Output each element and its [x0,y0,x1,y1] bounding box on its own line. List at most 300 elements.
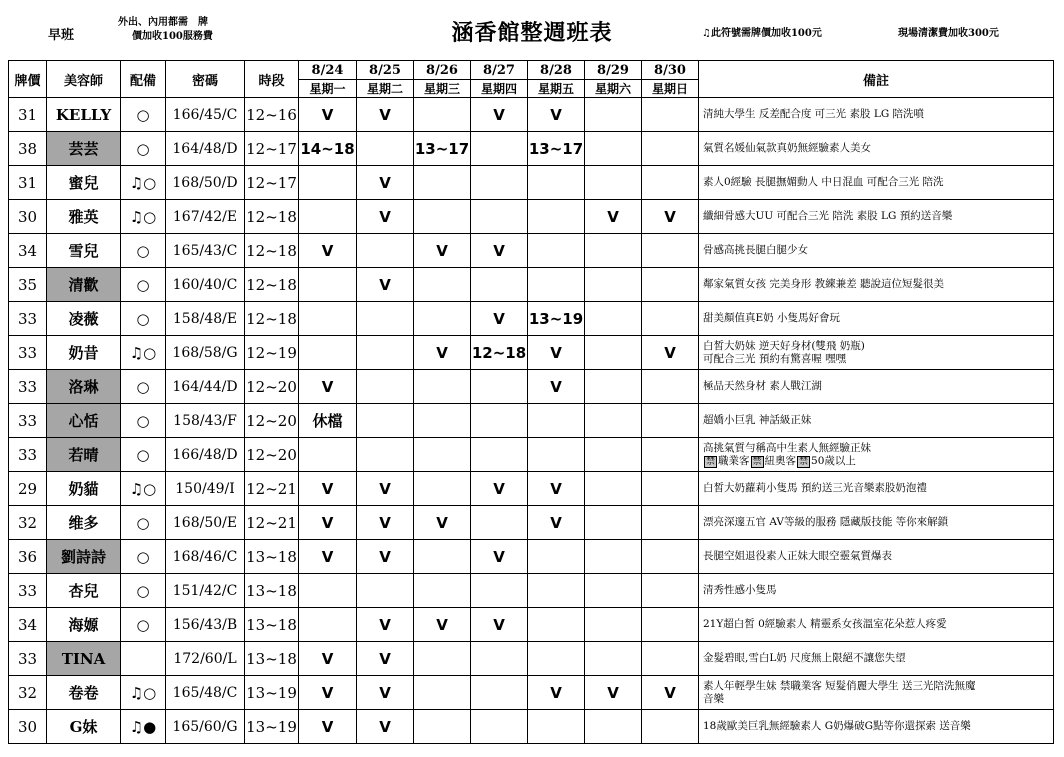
time-cell: 12~18 [245,234,299,268]
ban-text: 職業客 [718,454,750,467]
day-cell [471,132,528,166]
beautician-name: 杏兒 [47,574,121,608]
remarks-text: 漂亮深邃五官 AV等級的服務 隱藏版技能 等你來解鎖 [703,516,949,528]
col-date: 8/27 [471,61,528,80]
beautician-name: 奶昔 [47,336,121,370]
time-cell: 12~21 [245,472,299,506]
code-cell: 156/43/B [166,608,245,642]
col-equip: 配備 [121,61,166,98]
day-cell [299,302,357,336]
code-cell: 172/60/L [166,642,245,676]
table-row [9,98,1054,132]
day-cell [471,404,528,438]
equip-cell: ○ [121,540,166,574]
time-cell: 12~20 [245,370,299,404]
code-cell: 151/42/C [166,574,245,608]
equip-cell: ♫○ [121,166,166,200]
day-cell [414,302,471,336]
day-cell: 13~17 [414,132,471,166]
day-cell [414,642,471,676]
col-weekday: 星期六 [585,80,642,98]
day-cell: V [299,472,357,506]
day-cell [585,574,642,608]
day-cell [585,472,642,506]
remarks-text-line2: 可配合三光 預約有驚喜喔 嘿嘿 [703,352,847,365]
day-cell: V [357,540,414,574]
day-cell: V [414,234,471,268]
remarks-text: 骨感高挑長腿白腿少女 [703,244,808,256]
col-date: 8/28 [528,61,585,80]
day-cell [357,302,414,336]
ban-badge: 禁 [752,456,762,467]
day-cell [642,608,699,642]
col-weekday: 星期一 [299,80,357,98]
day-cell [642,234,699,268]
day-cell [585,234,642,268]
equip-cell: ○ [121,608,166,642]
price-cell: 32 [9,506,47,540]
day-cell: V [471,98,528,132]
equip-cell: ○ [121,132,166,166]
beautician-name: 若晴 [47,438,121,472]
beautician-name: 心恬 [47,404,121,438]
day-cell: V [414,608,471,642]
table-row [9,370,1054,404]
remarks-cell [699,370,1054,404]
day-cell: V [357,98,414,132]
day-cell: V [585,676,642,710]
code-cell: 168/58/G [166,336,245,370]
day-cell: 14~18 [299,132,357,166]
day-cell: V [528,370,585,404]
ban-badge: 禁 [799,456,809,467]
time-cell: 13~18 [245,574,299,608]
time-cell: 12~18 [245,200,299,234]
day-cell [471,574,528,608]
day-cell [642,472,699,506]
page-title: 涵香館整週班表 [451,20,613,46]
remarks-cell [699,234,1054,268]
col-date: 8/24 [299,61,357,80]
day-cell [471,370,528,404]
code-cell: 164/48/D [166,132,245,166]
day-cell [585,302,642,336]
time-cell: 12~18 [245,302,299,336]
day-cell [299,268,357,302]
beautician-name: 海嫄 [47,608,121,642]
price-cell: 33 [9,642,47,676]
remarks-cell [699,676,1054,710]
remarks-cell [699,404,1054,438]
day-cell [471,166,528,200]
col-weekday: 星期二 [357,80,414,98]
col-price: 牌價 [9,61,47,98]
day-cell: V [471,234,528,268]
day-cell [528,540,585,574]
day-cell [642,710,699,744]
price-cell: 32 [9,676,47,710]
remarks-text: 高挑氣質勻稱高中生素人無經驗正妹 [703,441,871,454]
day-cell [642,370,699,404]
ban-badge: 禁 [706,456,716,467]
time-cell: 12~20 [245,404,299,438]
remarks-text: 清秀性感小隻馬 [703,584,777,596]
equip-cell: ♫○ [121,472,166,506]
day-cell [357,574,414,608]
equip-cell: ○ [121,302,166,336]
table-row [9,438,1054,472]
remarks-cell [699,268,1054,302]
table-row [9,132,1054,166]
price-cell: 33 [9,370,47,404]
beautician-name: KELLY [47,98,121,132]
remarks-text: 纖細骨感大UU 可配合三光 陪洗 素股 LG 預約送音樂 [703,210,953,222]
day-cell [585,98,642,132]
table-row [9,404,1054,438]
day-cell [528,642,585,676]
day-cell: V [299,98,357,132]
day-cell [642,574,699,608]
remarks-cell [699,710,1054,744]
day-cell: V [471,540,528,574]
ban-text: 50歲以上 [811,454,856,467]
table-row [9,540,1054,574]
day-cell: V [357,166,414,200]
day-cell: V [357,506,414,540]
day-cell [414,200,471,234]
remarks-text: 清純大學生 反差配合度 可三光 素股 LG 陪洗噴 [703,108,925,120]
remarks-text: 素人年輕學生妹 禁職業客 短髮俏麗大學生 送三光陪洗無魔 [703,679,976,692]
day-cell: V [528,336,585,370]
day-cell [585,404,642,438]
equip-cell: ○ [121,438,166,472]
day-cell: V [528,506,585,540]
table-row [9,472,1054,506]
day-cell [414,710,471,744]
remarks-cell [699,642,1054,676]
time-cell: 12~20 [245,438,299,472]
day-cell [414,98,471,132]
day-cell: V [357,710,414,744]
day-cell [357,370,414,404]
col-weekday: 星期三 [414,80,471,98]
day-cell: 休檔 [299,404,357,438]
page-header [0,0,1064,60]
code-cell: 164/44/D [166,370,245,404]
equip-cell: ♫○ [121,200,166,234]
day-cell: V [642,336,699,370]
day-cell [528,268,585,302]
price-cell: 33 [9,302,47,336]
symbol-surcharge-note: ♫此符號需牌價加收100元 [702,28,822,39]
code-cell: 166/48/D [166,438,245,472]
remarks-cell [699,98,1054,132]
day-cell: V [357,676,414,710]
day-cell: 12~18 [471,336,528,370]
col-date: 8/29 [585,61,642,80]
day-cell: V [471,472,528,506]
day-cell [642,506,699,540]
day-cell [414,268,471,302]
beautician-name: 蜜兒 [47,166,121,200]
day-cell [299,166,357,200]
day-cell [585,132,642,166]
time-cell: 13~18 [245,608,299,642]
price-cell: 35 [9,268,47,302]
time-cell: 12~16 [245,98,299,132]
cleaning-fee-note: 現場清潔費加收300元 [898,28,999,39]
remarks-text: 甜美顏值真E奶 小隻馬好會玩 [703,312,841,324]
day-cell [299,200,357,234]
weekly-schedule-table [8,60,1054,744]
code-cell: 168/46/C [166,540,245,574]
service-fee-note: 外出、內用都需 牌 價加收100服務費 [118,17,213,42]
beautician-name: 维多 [47,506,121,540]
col-time: 時段 [245,61,299,98]
col-remarks: 備註 [699,61,1054,98]
day-cell [299,438,357,472]
day-cell [642,98,699,132]
code-cell: 158/43/F [166,404,245,438]
day-cell: V [299,234,357,268]
price-cell: 29 [9,472,47,506]
remarks-cell [699,574,1054,608]
day-cell [642,132,699,166]
day-cell [585,438,642,472]
day-cell [414,574,471,608]
code-cell: 165/43/C [166,234,245,268]
code-cell: 150/49/I [166,472,245,506]
col-code: 密碼 [166,61,245,98]
day-cell: V [299,710,357,744]
day-cell [299,336,357,370]
table-row [9,200,1054,234]
day-cell: V [357,472,414,506]
shift-label: 早班 [48,28,75,43]
day-cell [299,574,357,608]
day-cell [471,642,528,676]
day-cell: V [642,200,699,234]
beautician-name: TINA [47,642,121,676]
table-row [9,574,1054,608]
price-cell: 33 [9,438,47,472]
day-cell [642,404,699,438]
day-cell [357,132,414,166]
day-cell [299,608,357,642]
beautician-name: G妹 [47,710,121,744]
time-cell: 13~18 [245,540,299,574]
day-cell [585,608,642,642]
remarks-text: 白皙大奶妹 逆天好身材(雙飛 奶瓶) [703,339,865,352]
day-cell [471,676,528,710]
remarks-text: 鄰家氣質女孩 完美身形 教練兼差 聽說這位短髮很美 [703,278,945,290]
price-cell: 30 [9,200,47,234]
time-cell: 13~19 [245,676,299,710]
remarks-text: 金髮碧眼,雪白L奶 尺度無上限絕不讓您失望 [703,652,906,664]
day-cell [414,540,471,574]
beautician-name: 洛琳 [47,370,121,404]
time-cell: 12~21 [245,506,299,540]
equip-cell: ○ [121,268,166,302]
remarks-cell [699,132,1054,166]
day-cell [642,302,699,336]
day-cell [357,438,414,472]
price-cell: 33 [9,336,47,370]
price-cell: 30 [9,710,47,744]
remarks-text: 18歲歐美巨乳無經驗素人 G奶爆破G點等你還探索 送音樂 [703,720,971,732]
day-cell [585,370,642,404]
remarks-cell [699,166,1054,200]
remarks-cell [699,472,1054,506]
time-cell: 12~17 [245,132,299,166]
day-cell: V [299,506,357,540]
day-cell: V [585,200,642,234]
table-row [9,268,1054,302]
day-cell [471,268,528,302]
remarks-text: 超嬌小巨乳 神話級正妹 [703,414,812,426]
code-cell: 165/48/C [166,676,245,710]
schedule-body [9,98,1054,744]
code-cell: 158/48/E [166,302,245,336]
day-cell: V [357,268,414,302]
day-cell: 13~19 [528,302,585,336]
day-cell [357,234,414,268]
day-cell: V [299,642,357,676]
remarks-text: 白皙大奶蘿莉小隻馬 預約送三光音樂素股奶泡禮 [703,482,927,494]
remarks-cell [699,302,1054,336]
time-cell: 13~18 [245,642,299,676]
code-cell: 160/40/C [166,268,245,302]
day-cell [414,404,471,438]
day-cell [642,540,699,574]
day-cell [414,166,471,200]
day-cell: V [357,200,414,234]
code-cell: 165/60/G [166,710,245,744]
price-cell: 33 [9,574,47,608]
col-weekday: 星期四 [471,80,528,98]
time-cell: 13~19 [245,710,299,744]
day-cell [585,642,642,676]
code-cell: 168/50/E [166,506,245,540]
day-cell [414,370,471,404]
day-cell [528,710,585,744]
day-cell: V [471,302,528,336]
day-cell: V [471,608,528,642]
equip-cell: ♫○ [121,336,166,370]
day-cell [642,438,699,472]
day-cell [357,336,414,370]
ban-text: 紐奧客 [764,454,797,467]
price-cell: 31 [9,98,47,132]
day-cell [642,268,699,302]
day-cell: V [528,472,585,506]
code-cell: 166/45/C [166,98,245,132]
col-date: 8/30 [642,61,699,80]
day-cell [585,268,642,302]
col-weekday: 星期日 [642,80,699,98]
day-cell [471,200,528,234]
price-cell: 33 [9,404,47,438]
remarks-text: 21Y超白皙 0經驗素人 精靈系女孩溫室花朵惹人疼愛 [703,618,947,630]
table-row [9,234,1054,268]
day-cell [585,506,642,540]
beautician-name: 芸芸 [47,132,121,166]
beautician-name: 劉詩詩 [47,540,121,574]
day-cell: V [528,676,585,710]
day-cell: V [414,506,471,540]
equip-cell: ○ [121,404,166,438]
day-cell: V [299,540,357,574]
remarks-cell [699,438,1054,472]
time-cell: 12~18 [245,268,299,302]
day-cell [414,676,471,710]
col-weekday: 星期五 [528,80,585,98]
table-row [9,302,1054,336]
day-cell: V [299,676,357,710]
remarks-cell [699,506,1054,540]
equip-cell: ○ [121,234,166,268]
beautician-name: 奶貓 [47,472,121,506]
day-cell: 13~17 [528,132,585,166]
day-cell: V [642,676,699,710]
day-cell: V [299,370,357,404]
day-cell [585,336,642,370]
equip-cell [121,642,166,676]
table-row [9,506,1054,540]
day-cell: V [357,642,414,676]
day-cell [528,574,585,608]
day-cell [642,166,699,200]
remarks-text-line2: 音樂 [703,692,724,705]
price-cell: 31 [9,166,47,200]
day-cell [528,438,585,472]
day-cell [471,438,528,472]
day-cell [642,642,699,676]
remarks-cell [699,336,1054,370]
table-row [9,642,1054,676]
day-cell: V [528,98,585,132]
equip-cell: ♫○ [121,676,166,710]
day-cell: V [414,336,471,370]
day-cell [528,608,585,642]
price-cell: 34 [9,234,47,268]
day-cell [414,472,471,506]
day-cell [528,200,585,234]
remarks-cell [699,540,1054,574]
beautician-name: 雅英 [47,200,121,234]
table-row [9,336,1054,370]
remarks-cell [699,608,1054,642]
beautician-name: 凌薇 [47,302,121,336]
price-cell: 34 [9,608,47,642]
day-cell: V [357,608,414,642]
col-date: 8/25 [357,61,414,80]
table-row [9,676,1054,710]
remarks-cell [699,200,1054,234]
equip-cell: ○ [121,574,166,608]
day-cell [414,438,471,472]
day-cell [528,166,585,200]
col-date: 8/26 [414,61,471,80]
remarks-text: 氣質名媛仙氣款真奶無經驗素人美女 [703,142,871,154]
remarks-text: 長腿空姐退役素人正妹大眼空靈氣質爆表 [703,550,892,562]
equip-cell: ♫● [121,710,166,744]
table-row [9,608,1054,642]
table-row [9,710,1054,744]
time-cell: 12~19 [245,336,299,370]
beautician-name: 卷卷 [47,676,121,710]
day-cell [585,166,642,200]
